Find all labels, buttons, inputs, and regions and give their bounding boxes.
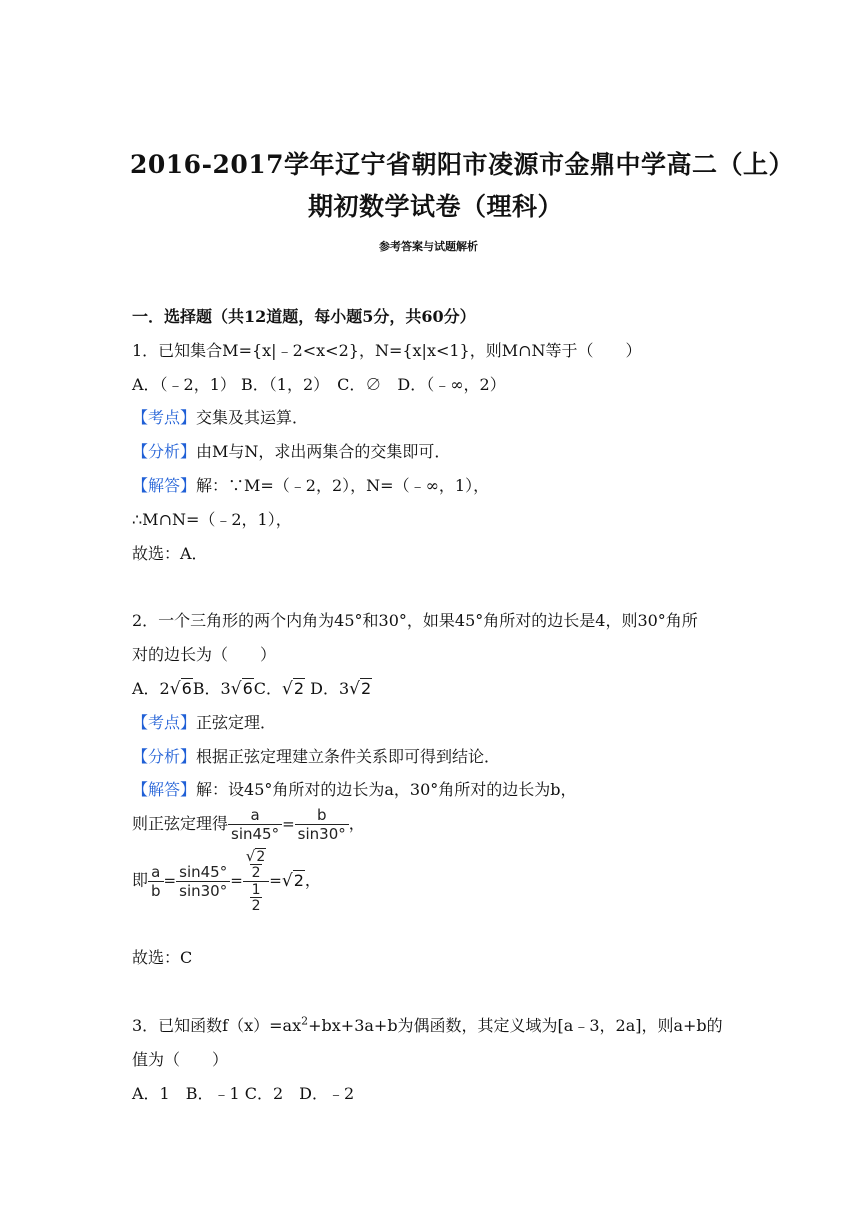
q3-stem-part-a: 3．已知函数f（x）=ax [132,1016,302,1035]
q2-answer: 故选：C [132,948,193,967]
q2-jieda [132,777,577,800]
compound-numerator [243,848,269,882]
sqrt-symbol: √2 [282,679,305,699]
law-prefix: 则正弦定理得 [132,814,229,833]
fraction-denominator: sin30° [179,881,228,900]
compound-fraction [243,848,269,914]
equals-sign: = [163,871,177,890]
fraction [176,863,230,900]
q1-kaodian [132,405,308,428]
doc-subtitle: 参考答案与试题解析 [379,240,478,253]
sqrt-symbol: √6 [230,679,253,699]
q2-option-b-label: B．3 [192,679,231,698]
q3-stem-part-b: +bx+3a+b为偶函数，其定义域为[a﹣3，2a]，则a+b的 [308,1016,723,1035]
fraction-denominator: sin30° [297,825,346,843]
fraction [295,806,349,843]
equals-sign: = [230,871,243,890]
sqrt-symbol: √6 [169,679,192,699]
inner-denominator: 2 [251,865,261,881]
q3-options: A．1 B．﹣1 C．2 D．﹣2 [132,1084,355,1103]
radicand: 2 [293,679,305,698]
fenxi-tag: 【分析】 [132,442,197,461]
doc-title-line1: 2016-2017学年辽宁省朝阳市凌源市金鼎中学高二（上） [130,150,795,179]
compound-denominator [243,882,269,914]
q1-options: A．（﹣2，1） B．（1，2） C．∅ D．（﹣∞，2） [132,375,506,394]
kaodian-text: 正弦定理． [196,713,277,732]
q3-stem-line2: 值为（ ） [132,1050,229,1069]
equals-sign: = [269,871,282,890]
q2-stem-line2: 对的边长为（ ） [132,645,277,664]
fenxi-tag: 【分析】 [132,747,197,766]
kaodian-tag: 【考点】 [132,713,197,732]
q1-step2: ∴M∩N=（﹣2，1）， [132,510,292,529]
q3-stem-line1 [132,1013,723,1036]
fenxi-text: 根据正弦定理建立条件关系即可得到结论． [196,747,501,766]
fraction-numerator: a [228,806,282,825]
q2-option-c-label: C． [253,679,283,698]
radicand: 6 [242,679,253,698]
q1-jieda [132,473,489,496]
q2-option-d-label: D．3 [305,679,350,698]
equals-sign: = [282,815,295,833]
q1-fenxi [132,439,450,462]
fraction [228,806,282,843]
fraction-denominator: sin45° [231,825,280,843]
jieda-tag: 【解答】 [132,780,197,799]
kaodian-text: 交集及其运算． [196,408,309,427]
q2-kaodian [132,710,276,733]
radicand: 2 [293,870,304,890]
ratio-prefix: 即 [132,870,149,890]
jieda-text: 解：∵M=（﹣2，2），N=（﹣∞，1）， [196,476,490,495]
jieda-tag: 【解答】 [132,476,197,495]
q2-ratio [132,848,321,914]
exponent: 2 [301,1014,309,1028]
doc-title-line2: 期初数学试卷（理科） [308,192,564,221]
fraction-numerator: b [295,806,349,825]
q2-option-a-label: A．2 [132,679,170,698]
fraction-denominator: b [151,881,161,900]
q1-answer: 故选：A． [132,544,208,563]
fraction [148,863,164,900]
ratio-suffix: ， [304,870,321,890]
q1-stem: 1．已知集合M={x|﹣2<x<2}，N={x|x<1}，则M∩N等于（ ） [132,341,642,360]
q2-options [132,676,372,699]
inner-numerator: 1 [251,882,261,898]
sqrt-symbol: √2 [281,870,304,891]
law-suffix: ， [348,814,365,833]
q2-fenxi [132,744,500,767]
fraction-numerator: a [148,863,164,882]
q2-sine-law [132,806,365,843]
fraction-numerator: sin45° [176,863,230,882]
section-heading: 一．选择题（共12道题，每小题5分，共60分） [132,307,476,326]
kaodian-tag: 【考点】 [132,408,197,427]
radicand: 2 [256,849,266,865]
sqrt-symbol: √2 [245,847,266,865]
radicand: 6 [181,679,192,698]
jieda-text: 解：设45°角所对的边长为a，30°角所对的边长为b， [196,780,577,799]
fenxi-text: 由M与N，求出两集合的交集即可． [196,442,451,461]
q2-stem-line1: 2．一个三角形的两个内角为45°和30°，如果45°角所对的边长是4，则30°角所 [132,611,698,630]
sqrt-symbol: √2 [349,679,372,699]
inner-denominator: 2 [251,898,261,914]
radicand: 2 [361,679,372,698]
